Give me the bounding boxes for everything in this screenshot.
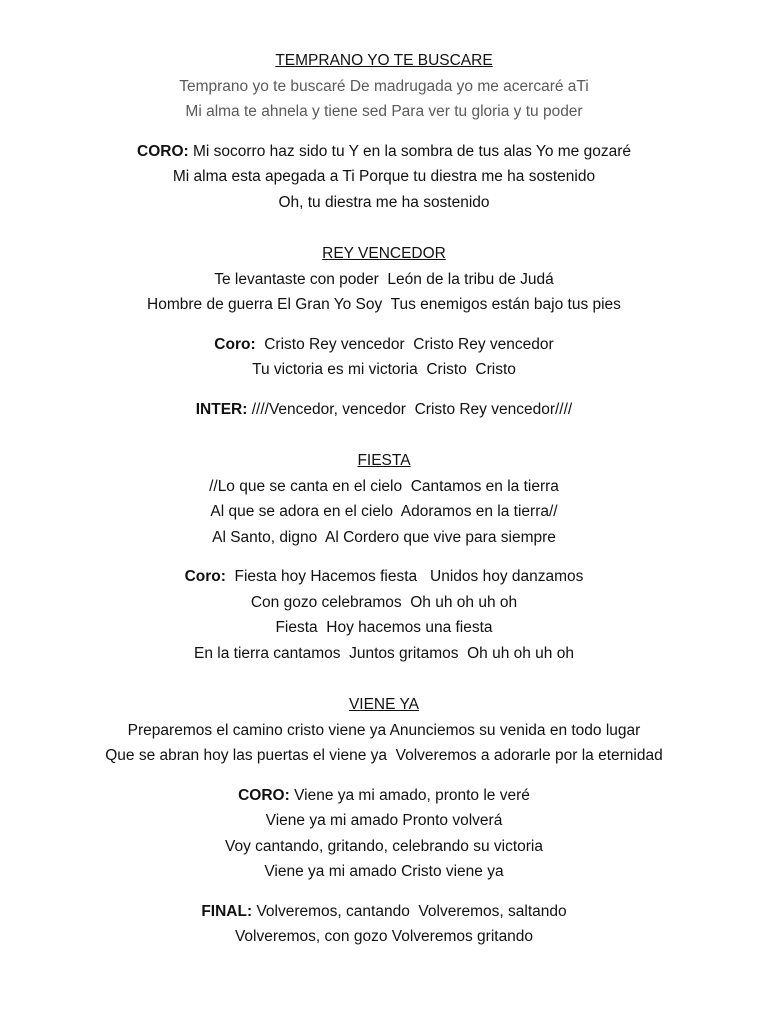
song-fiesta — [0, 448, 768, 666]
verse-line: Te levantaste con poder León de la tribu de Judá — [214, 270, 554, 288]
verse-line: Al Santo, digno Al Cordero que vive para siempre — [212, 528, 556, 546]
chorus-line: En la tierra cantamos Juntos gritamos Oh uh oh uh oh — [194, 644, 574, 662]
chorus-text: Fiesta hoy Hacemos fiesta Unidos hoy danzamos — [225, 568, 584, 585]
song-title: TEMPRANO YO TE BUSCARE — [275, 52, 493, 69]
song-viene-ya — [0, 692, 768, 950]
chorus-label: CORO: — [238, 786, 290, 804]
chorus-line — [0, 332, 768, 358]
verse-line: Preparemos el camino cristo viene ya Anunciemos su venida en todo lugar — [127, 721, 641, 739]
inter-label: INTER: — [195, 400, 248, 418]
chorus-line: Viene ya mi amado Cristo viene ya — [264, 863, 504, 880]
verse-line: Mi alma te ahnela y tiene sed Para ver tu gloria y tu poder — [185, 103, 583, 120]
chorus-line: Con gozo celebramos Oh uh oh uh oh — [250, 593, 518, 611]
inter-line — [0, 397, 768, 423]
chorus-label: Coro: — [184, 568, 226, 585]
song-rey-vencedor — [0, 241, 768, 422]
verse-line: Hombre de guerra El Gran Yo Soy Tus enemigos están bajo tus pies — [147, 296, 621, 313]
chorus-text: Viene ya mi amado, pronto le veré — [289, 786, 530, 804]
final-label: FINAL: — [201, 902, 253, 920]
inter-text: ////Vencedor, vencedor Cristo Rey vencedor//// — [247, 400, 573, 418]
song-title: FIESTA — [357, 452, 411, 469]
song-title: VIENE YA — [348, 696, 420, 713]
verse-line: Temprano yo te buscaré De madrugada yo me acercaré aTi — [179, 77, 589, 95]
chorus-line — [0, 783, 768, 809]
final-text: Volveremos, cantando Volveremos, saltando — [252, 902, 567, 920]
chorus-text: Mi socorro haz sido tu Y en la sombra de tus alas Yo me gozaré — [188, 142, 631, 160]
chorus-label: CORO: — [137, 142, 189, 160]
chorus-line: Mi alma esta apegada a Ti Porque tu diestra me ha sostenido — [172, 168, 596, 185]
song-title: REY VENCEDOR — [322, 245, 446, 262]
chorus-text: Cristo Rey vencedor Cristo Rey vencedor — [255, 335, 554, 353]
verse-line: Al que se adora en el cielo Adoramos en la tierra// — [210, 503, 558, 520]
chorus-line: Voy cantando, gritando, celebrando su victoria — [225, 837, 543, 855]
chorus-line: Oh, tu diestra me ha sostenido — [278, 193, 490, 211]
chorus-line — [0, 139, 768, 165]
chorus-line: Tu victoria es mi victoria Cristo Cristo — [252, 361, 516, 378]
verse-line: Que se abran hoy las puertas el viene ya Volveremos a adorarle por la eternidad — [105, 747, 663, 764]
chorus-line: Viene ya mi amado Pronto volverá — [265, 812, 503, 829]
chorus-line — [0, 564, 768, 590]
chorus-line: Fiesta Hoy hacemos una fiesta — [275, 619, 493, 636]
final-line — [0, 899, 768, 925]
chorus-label: Coro: — [214, 335, 256, 353]
verse-line: //Lo que se canta en el cielo Cantamos en la tierra — [209, 477, 559, 495]
song-temprano-yo-te-buscare — [0, 48, 768, 215]
final-line: Volveremos, con gozo Volveremos gritando — [234, 928, 534, 945]
